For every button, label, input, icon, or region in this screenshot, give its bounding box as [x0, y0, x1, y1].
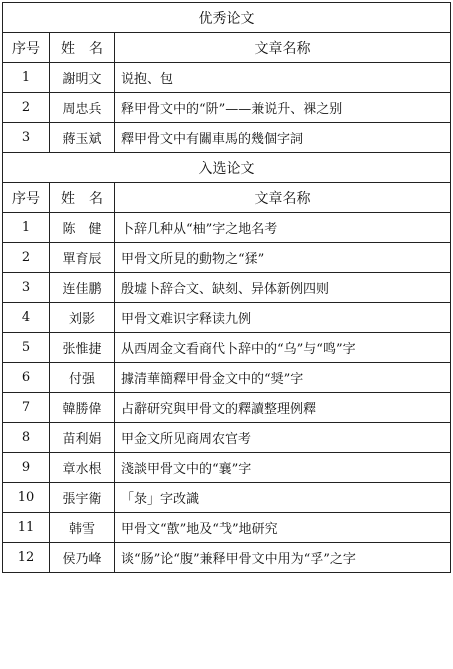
header-number: 序号: [3, 183, 50, 213]
paper-title: 釋甲骨文中有關車馬的幾個字詞: [115, 123, 451, 153]
paper-title: 谈“肠”论“腹”兼释甲骨文中用为“孚”之字: [115, 543, 451, 573]
paper-title: 甲骨文所見的動物之“猱”: [115, 243, 451, 273]
author-name: 韓勝偉: [50, 393, 115, 423]
table-row: [3, 513, 451, 543]
header-name: 姓 名: [50, 33, 115, 63]
author-name: 张惟捷: [50, 333, 115, 363]
table-row: [3, 63, 451, 93]
paper-title: 甲骨文“歖”地及“𢦏”地研究: [115, 513, 451, 543]
header-number: 序号: [3, 33, 50, 63]
selected-header-row: [3, 183, 451, 213]
author-name: 韩雪: [50, 513, 115, 543]
author-name: 连佳鹏: [50, 273, 115, 303]
table-body: [3, 3, 451, 573]
paper-title: 甲金文所见商周农官考: [115, 423, 451, 453]
table-row: [3, 363, 451, 393]
excellent-header-row: [3, 33, 451, 63]
table-row: [3, 123, 451, 153]
table-row: [3, 423, 451, 453]
paper-title: 卜辞几种从“柚”字之地名考: [115, 213, 451, 243]
paper-title: 「彔」字改識: [115, 483, 451, 513]
excellent-section-title: 优秀论文: [3, 3, 451, 33]
paper-title: 據清華簡釋甲骨金文中的“奨”字: [115, 363, 451, 393]
row-number: 2: [3, 93, 50, 123]
paper-title: 淺談甲骨文中的“襄”字: [115, 453, 451, 483]
paper-title: 从西周金文看商代卜辞中的“乌”与“鸣”字: [115, 333, 451, 363]
row-number: 4: [3, 303, 50, 333]
header-name: 姓 名: [50, 183, 115, 213]
row-number: 3: [3, 123, 50, 153]
paper-title: 殷墟卜辞合文、缺刻、异体新例四则: [115, 273, 451, 303]
row-number: 3: [3, 273, 50, 303]
row-number: 7: [3, 393, 50, 423]
paper-awards-table: [2, 2, 451, 573]
table-row: [3, 483, 451, 513]
paper-title: 甲骨文难识字释读九例: [115, 303, 451, 333]
table-row: [3, 333, 451, 363]
table-row: [3, 213, 451, 243]
paper-title: 说抱、包: [115, 63, 451, 93]
table-row: [3, 303, 451, 333]
paper-title: 占辭研究與甲骨文的釋讀整理例釋: [115, 393, 451, 423]
author-name: 章水根: [50, 453, 115, 483]
table-row: [3, 393, 451, 423]
author-name: 單育辰: [50, 243, 115, 273]
author-name: 蔣玉斌: [50, 123, 115, 153]
author-name: 侯乃峰: [50, 543, 115, 573]
table-row: [3, 273, 451, 303]
paper-title: 释甲骨文中的“阩”——兼说升、祼之别: [115, 93, 451, 123]
row-number: 2: [3, 243, 50, 273]
author-name: 刘影: [50, 303, 115, 333]
row-number: 1: [3, 213, 50, 243]
table-row: [3, 93, 451, 123]
header-title: 文章名称: [115, 183, 451, 213]
row-number: 5: [3, 333, 50, 363]
selected-section-title-row: [3, 153, 451, 183]
header-title: 文章名称: [115, 33, 451, 63]
row-number: 6: [3, 363, 50, 393]
table-row: [3, 543, 451, 573]
excellent-section-title-row: [3, 3, 451, 33]
author-name: 苗利娟: [50, 423, 115, 453]
author-name: 陈 健: [50, 213, 115, 243]
author-name: 付强: [50, 363, 115, 393]
row-number: 8: [3, 423, 50, 453]
author-name: 周忠兵: [50, 93, 115, 123]
table-row: [3, 453, 451, 483]
row-number: 11: [3, 513, 50, 543]
row-number: 10: [3, 483, 50, 513]
author-name: 張宇衛: [50, 483, 115, 513]
row-number: 12: [3, 543, 50, 573]
table-row: [3, 243, 451, 273]
author-name: 謝明文: [50, 63, 115, 93]
selected-section-title: 入选论文: [3, 153, 451, 183]
row-number: 9: [3, 453, 50, 483]
row-number: 1: [3, 63, 50, 93]
